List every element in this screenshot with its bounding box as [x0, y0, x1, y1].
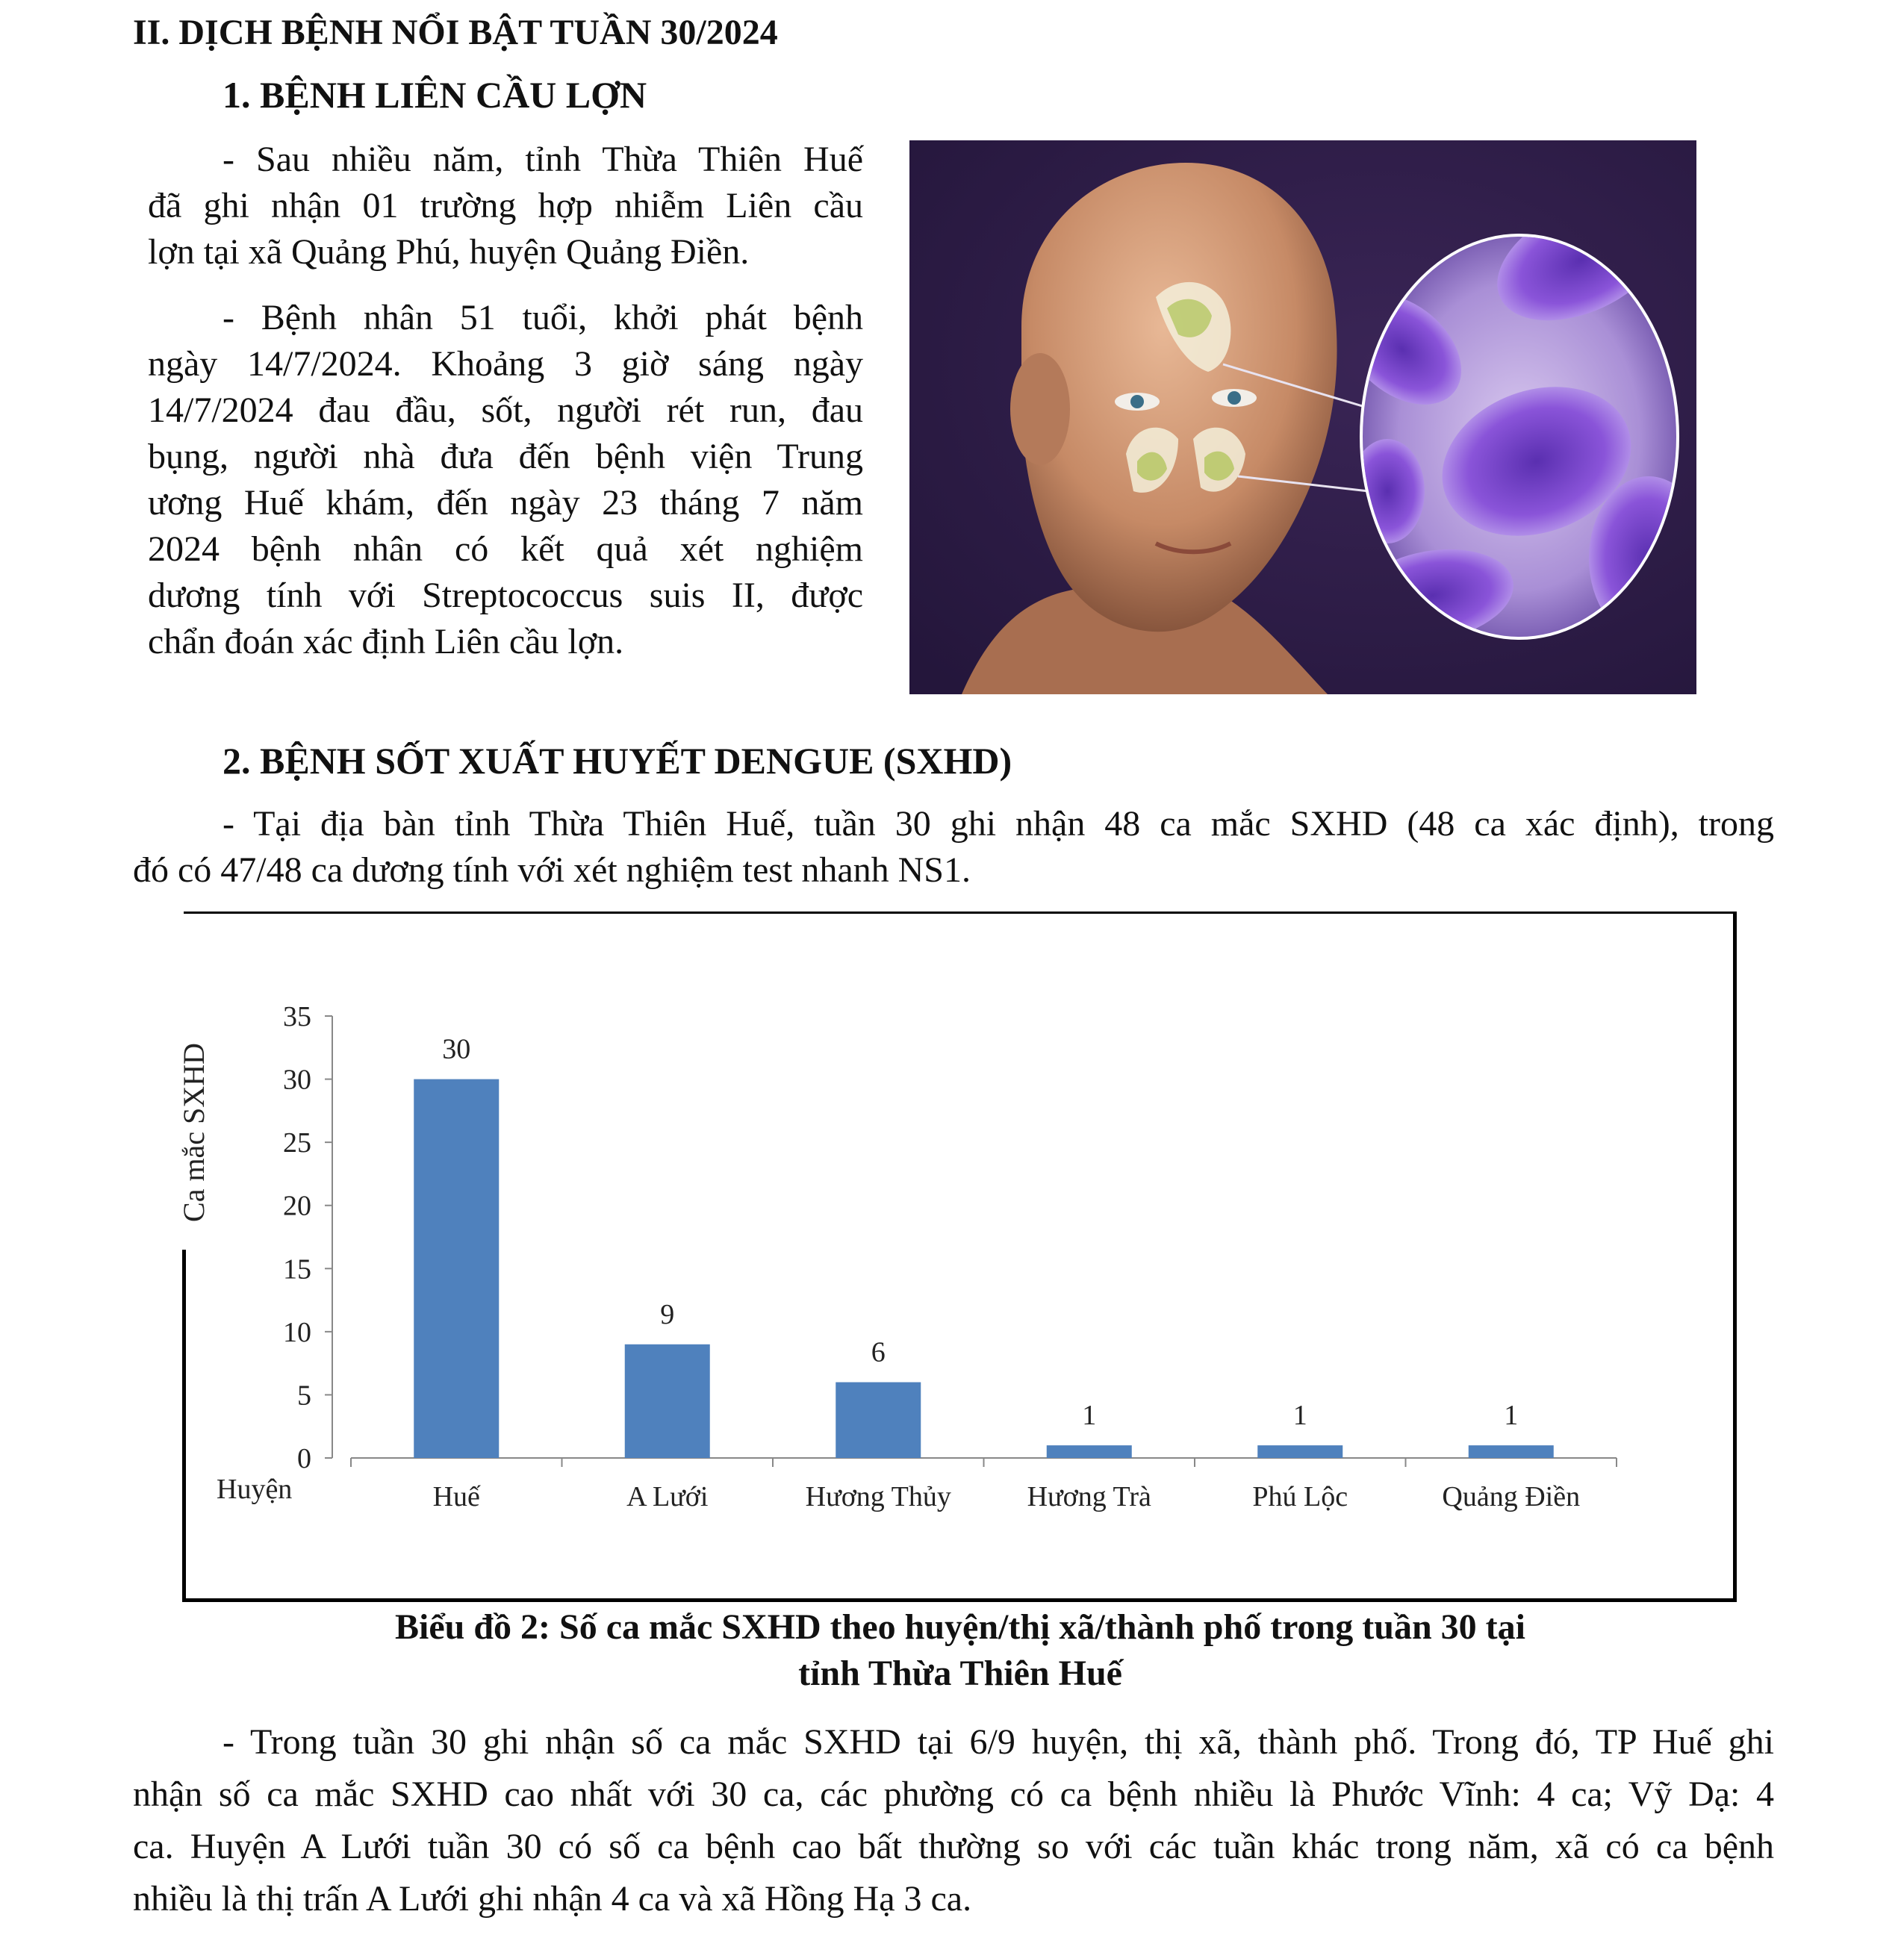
text-line: dương tính với Streptococcus suis II, được	[148, 576, 863, 615]
y-tick-label: 15	[283, 1253, 311, 1286]
x-category-label: A Lưới	[626, 1481, 709, 1512]
sub2-para2-line: nhận số ca mắc SXHD cao nhất với 30 ca, các phường có ca bệnh nhiều là Phước Vĩnh: 4 ca; Vỹ Dạ: 4	[133, 1774, 1774, 1814]
chart-frame	[184, 912, 1737, 1602]
x-category-label: Hương Trà	[1027, 1481, 1151, 1512]
sub2-para2-line: - Trong tuần 30 ghi nhận số ca mắc SXHD tại 6/9 huyện, thị xã, thành phố. Trong đó, TP Huế ghi	[223, 1722, 1774, 1762]
text-line: - Bệnh nhân 51 tuổi, khởi phát bệnh	[223, 298, 863, 337]
chart-caption-line: tỉnh Thừa Thiên Huế	[798, 1654, 1122, 1693]
y-tick-label: 0	[297, 1443, 311, 1474]
chart-caption-line: Biểu đồ 2: Số ca mắc SXHD theo huyện/thị xã/thành phố trong tuần 30 tại	[394, 1607, 1525, 1647]
text-line: ngày 14/7/2024. Khoảng 3 giờ sáng ngày	[148, 344, 863, 384]
data-label: 1	[1082, 1400, 1097, 1432]
data-label: 1	[1292, 1400, 1307, 1432]
text-line: đã ghi nhận 01 trường hợp nhiễm Liên cầu	[148, 186, 863, 225]
text-line: bụng, người nhà đưa đến bệnh viện Trung	[148, 437, 863, 476]
data-label: 6	[871, 1336, 886, 1368]
text-line: chẩn đoán xác định Liên cầu lợn.	[148, 622, 624, 661]
text-line: ương Huế khám, đến ngày 23 tháng 7 năm	[148, 483, 863, 523]
data-label: 1	[1504, 1400, 1519, 1432]
sub2-para1-line: đó có 47/48 ca dương tính với xét nghiệm test nhanh NS1.	[133, 850, 971, 890]
x-category-label: Hương Thủy	[805, 1481, 951, 1512]
y-tick-label: 20	[283, 1190, 311, 1222]
y-tick-label: 5	[297, 1380, 311, 1412]
y-axis-title: Ca mắc SXHD	[177, 1043, 211, 1222]
y-tick-label: 30	[283, 1064, 311, 1096]
data-label: 30	[442, 1033, 471, 1065]
x-category-label: Phú Lộc	[1252, 1481, 1348, 1512]
data-label: 9	[660, 1298, 675, 1330]
text-line: lợn tại xã Quảng Phú, huyện Quảng Điền.	[148, 232, 750, 272]
text-line: 2024 bệnh nhân có kết quả xét nghiệm	[148, 529, 863, 569]
sub1-title: 1. BỆNH LIÊN CẦU LỢN	[223, 74, 647, 116]
sub2-para1-line: - Tại địa bàn tỉnh Thừa Thiên Huế, tuần 30 ghi nhận 48 ca mắc SXHD (48 ca xác định), trong	[223, 804, 1774, 844]
x-category-label: Huế	[432, 1481, 480, 1512]
sub2-title: 2. BỆNH SỐT XUẤT HUYẾT DENGUE (SXHD)	[223, 740, 1012, 782]
section-title: II. DỊCH BỆNH NỔI BẬT TUẦN 30/2024	[133, 13, 778, 52]
y-tick-label: 25	[283, 1127, 311, 1159]
x-category-label: Quảng Điền	[1442, 1481, 1581, 1512]
y-tick-label: 35	[283, 1001, 311, 1032]
text-line: - Sau nhiều năm, tỉnh Thừa Thiên Huế	[223, 140, 863, 179]
sub2-para2-line: ca. Huyện A Lưới tuần 30 có số ca bệnh cao bất thường so với các tuần khác trong năm, xã có ca bệnh	[133, 1827, 1774, 1866]
x-axis-title: Huyện	[217, 1474, 293, 1505]
chart-frame-left-edge	[182, 1250, 186, 1602]
sub2-para2-line: nhiều là thị trấn A Lưới ghi nhận 4 ca và xã Hồng Hạ 3 ca.	[133, 1879, 972, 1919]
streptococcus-illustration	[909, 140, 1696, 694]
y-tick-label: 10	[283, 1316, 311, 1348]
text-line: 14/7/2024 đau đầu, sốt, người rét run, đau	[148, 390, 863, 430]
